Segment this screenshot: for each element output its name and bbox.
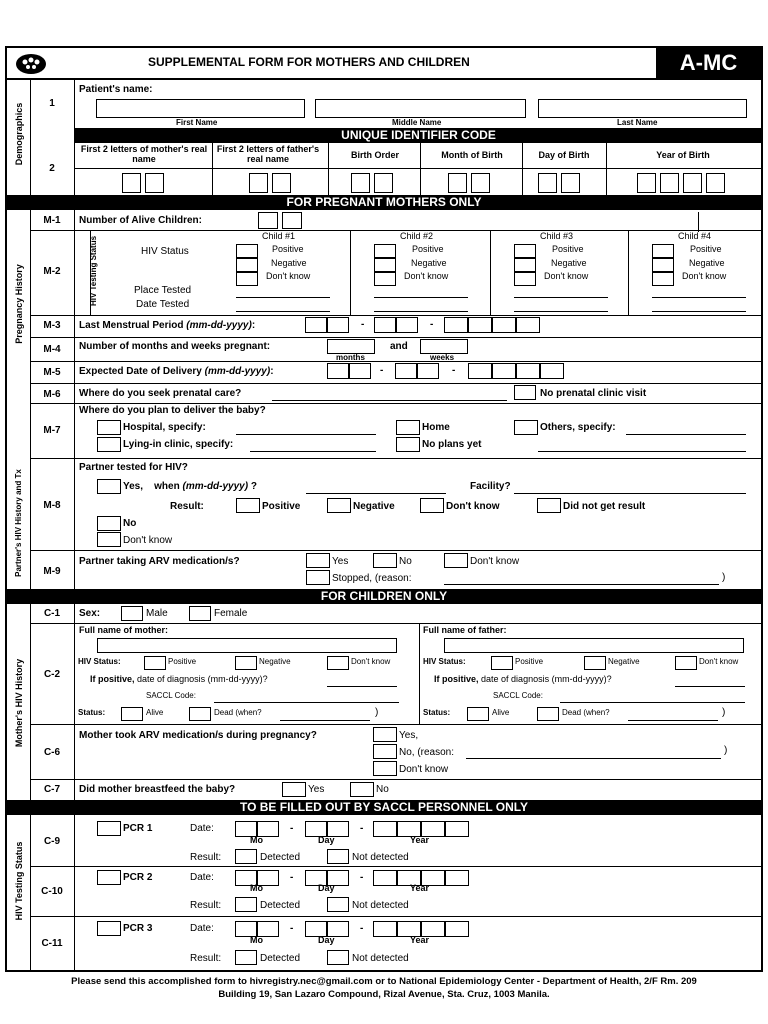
lmp-label: Last Menstrual Period (mm-dd-yyyy): [79,320,256,331]
middle-name-input[interactable] [315,99,526,118]
positive-label: Positive [515,657,544,666]
partner-tested-when-label: Yes, when (mm-dd-yyyy) ? [123,481,257,492]
partner-arv-dont-know-checkbox[interactable] [444,553,468,568]
row-code: M-2 [43,266,61,277]
uic-father-letter-1[interactable] [249,173,268,193]
female-label: Female [214,608,248,619]
positive-label: Positive [262,501,301,512]
pcr-1-not-detected-checkbox[interactable] [327,849,349,864]
uic-bar: UNIQUE IDENTIFIER CODE [74,128,763,143]
child-4-negative-checkbox[interactable] [652,258,674,272]
child-1-negative-checkbox[interactable] [236,258,258,272]
row-code: M-4 [43,344,61,355]
pcr-label: PCR 3 [123,923,153,934]
dash: - [361,319,365,330]
pcr-1-year-1[interactable] [373,821,397,837]
pcr-3-not-detected-checkbox[interactable] [327,950,349,965]
not-detected-label: Not detected [352,900,409,911]
pcr-3-detected-checkbox[interactable] [235,950,257,965]
months-input[interactable] [327,339,375,354]
status-label: Status: [78,708,106,717]
uic-birth-order-1[interactable] [351,173,370,193]
father-name-input[interactable] [444,638,744,653]
partner-positive-checkbox[interactable] [236,498,260,513]
hospital-label: Hospital, specify: [123,422,206,433]
negative-label: Negative [551,258,587,268]
mother-arv-yes-checkbox[interactable] [373,727,397,742]
day-caption: Day [318,883,335,893]
child-4-dont-know-checkbox[interactable] [652,272,674,286]
dash: - [380,365,384,376]
partner-no-result-checkbox[interactable] [537,498,561,513]
mother-alive-checkbox[interactable] [121,707,143,721]
footer-line-1: Please send this accomplished form to hivregistry.nec@gmail.com or to National Epidemiology Center - Department of Health, 2/F Rm. 209 [71,976,697,987]
dash: - [360,923,364,934]
date-label: Date: [190,872,214,883]
dash: - [430,319,434,330]
row-code: C-2 [43,669,61,680]
row-code: M-7 [43,425,61,436]
negative-label: Negative [259,657,291,666]
section-demographics: Demographics [14,102,24,166]
pcr-2-year-4[interactable] [445,870,469,886]
close-paren: ) [722,572,726,583]
row-code: M-3 [43,320,61,331]
result-label: Result: [190,953,222,964]
partner-arv-no-checkbox[interactable] [373,553,397,568]
uic-birth-order-header: Birth Order [350,150,399,160]
uic-day-header: Day of Birth [538,150,590,160]
lying-in-checkbox[interactable] [97,437,121,452]
breastfeed-label: Did mother breastfeed the baby? [79,784,236,795]
uic-year-1[interactable] [637,173,656,193]
dash: - [290,872,294,883]
section-pregnancy-history: Pregnancy History [14,264,24,344]
dont-know-label: Don't know [544,271,589,281]
year-caption: Year [410,835,430,845]
positive-label: Positive [412,244,444,254]
mother-name-input[interactable] [97,638,397,653]
uic-month-1[interactable] [448,173,467,193]
positive-label: Positive [272,244,304,254]
uic-mother-letter-2[interactable] [145,173,164,193]
pcr-1-year-4[interactable] [445,821,469,837]
partner-arv-yes-checkbox[interactable] [306,553,330,568]
home-label: Home [422,422,450,433]
mother-positive-checkbox[interactable] [144,656,166,670]
dont-know-label: Don't know [399,764,449,775]
mother-name-label: Full name of mother: [79,625,169,635]
no-label: No [376,784,389,795]
uic-year-3[interactable] [683,173,702,193]
no-reason-label: No, (reason: [399,747,455,758]
home-checkbox[interactable] [396,420,420,435]
detected-label: Detected [260,852,301,863]
row-number: 1 [49,98,55,109]
mother-arv-dont-know-checkbox[interactable] [373,761,397,776]
father-dead-checkbox[interactable] [537,707,559,721]
mother-negative-checkbox[interactable] [235,656,257,670]
lying-in-label: Lying-in clinic, specify: [123,439,234,450]
row-code: C-9 [43,836,61,847]
edd-day-2[interactable] [417,363,439,379]
date-label: Date: [190,923,214,934]
mother-dont-know-checkbox[interactable] [327,656,349,670]
yes-label: Yes [332,556,349,567]
lmp-year-2[interactable] [468,317,492,333]
place-tested-label: Place Tested [134,285,192,296]
edd-year-3[interactable] [516,363,540,379]
last-name-input[interactable] [538,99,747,118]
child-2-negative-checkbox[interactable] [374,258,396,272]
pcr-label: PCR 2 [123,872,153,883]
child-3-negative-checkbox[interactable] [514,258,536,272]
edd-year-1[interactable] [468,363,492,379]
alive-label: Alive [146,708,164,717]
result-label: Result: [190,852,222,863]
mo-caption: Mo [250,835,263,845]
dont-know-label: Don't know [404,271,449,281]
negative-label: Negative [271,258,307,268]
pcr-label: PCR 1 [123,823,153,834]
partner-arv-label: Partner taking ARV medication/s? [79,556,240,567]
child-3-positive-checkbox[interactable] [514,244,536,258]
pcr-2-not-detected-checkbox[interactable] [327,897,349,912]
children-bar: FOR CHILDREN ONLY [5,589,763,604]
father-positive-checkbox[interactable] [491,656,513,670]
mother-arv-no-checkbox[interactable] [373,744,397,759]
lmp-month-1[interactable] [305,317,327,333]
first-name-input[interactable] [96,99,305,118]
yes-label: Yes [308,784,325,795]
middle-name-caption: Middle Name [392,118,442,127]
edd-month-1[interactable] [327,363,349,379]
not-detected-label: Not detected [352,953,409,964]
dont-know-label: Don't know [446,501,500,512]
hiv-testing-side-label: HIV Testing Status [89,235,98,307]
alive-children-digit-1[interactable] [258,212,278,229]
positive-label: Positive [690,244,722,254]
lmp-year-4[interactable] [516,317,540,333]
mo-caption: Mo [250,935,263,945]
partner-tested-yes-checkbox[interactable] [97,479,121,494]
positive-label: Positive [168,657,197,666]
partner-tested-dont-know-checkbox[interactable] [97,532,121,547]
months-caption: months [336,353,365,362]
dont-know-label: Don't know [123,535,173,546]
row-number: 2 [49,163,55,174]
close-paren: ) [722,707,726,718]
no-prenatal-visit-label: No prenatal clinic visit [540,388,647,399]
year-caption: Year [410,935,430,945]
row-code: C-7 [43,784,61,795]
deliver-label: Where do you plan to deliver the baby? [79,405,266,416]
alive-children-digit-2[interactable] [282,212,302,229]
not-detected-label: Not detected [352,852,409,863]
result-label: Result: [190,900,222,911]
yes-label: Yes, [399,730,419,741]
mo-caption: Mo [250,883,263,893]
hiv-status-label: HIV Status [141,246,189,257]
lmp-day-1[interactable] [374,317,396,333]
day-caption: Day [318,835,335,845]
uic-year-2[interactable] [660,173,679,193]
uic-month-2[interactable] [471,173,490,193]
father-negative-checkbox[interactable] [584,656,606,670]
row-code: M-9 [43,566,61,577]
section-hiv-testing: HIV Testing Status [14,841,24,921]
edd-year-2[interactable] [492,363,516,379]
others-checkbox[interactable] [514,420,538,435]
close-paren: ) [724,745,728,756]
dash: - [290,823,294,834]
no-label: No [399,556,412,567]
row-code: M-5 [43,367,61,378]
section-partner-hiv: Partner's HIV History and Tx [14,469,23,577]
row-code: M-8 [43,500,61,511]
no-plans-label: No plans yet [422,439,482,450]
breastfeed-yes-checkbox[interactable] [282,782,306,797]
dash: - [452,365,456,376]
no-plans-checkbox[interactable] [396,437,420,452]
weeks-caption: weeks [430,353,455,362]
negative-label: Negative [608,657,640,666]
pregnant-bar: FOR PREGNANT MOTHERS ONLY [5,195,763,210]
dont-know-label: Don't know [470,556,520,567]
dont-know-label: Don't know [699,657,739,666]
alive-label: Alive [492,708,510,717]
negative-label: Negative [353,501,395,512]
negative-label: Negative [689,258,725,268]
uic-year-header: Year of Birth [656,150,710,160]
day-caption: Day [318,935,335,945]
row-code: M-1 [43,215,61,226]
partner-arv-stopped-checkbox[interactable] [306,570,330,585]
diagnosis-label: If positive, date of diagnosis (mm-dd-yyyy)? [90,674,268,684]
child-1-positive-checkbox[interactable] [236,244,258,258]
lmp-month-2[interactable] [327,317,349,333]
patient-name-label: Patient's name: [79,84,153,95]
form-title: SUPPLEMENTAL FORM FOR MOTHERS AND CHILDREN [148,55,470,69]
child-2-dont-know-checkbox[interactable] [374,272,396,286]
dead-label: Dead (when? [214,708,262,717]
lmp-day-2[interactable] [396,317,418,333]
section-mother-hiv: Mother's HIV History [14,658,24,748]
no-prenatal-visit-checkbox[interactable] [514,385,536,400]
and-label: and [390,341,408,352]
partner-dont-know-checkbox[interactable] [420,498,444,513]
dash: - [360,872,364,883]
pcr-1-detected-checkbox[interactable] [235,849,257,864]
dead-label: Dead (when? [562,708,610,717]
saccl-code-label: SACCL Code: [493,691,543,700]
detected-label: Detected [260,900,301,911]
stopped-label: Stopped, (reason: [332,573,412,584]
status-label: Status: [423,708,451,717]
dont-know-label: Don't know [682,271,727,281]
male-checkbox[interactable] [121,606,143,621]
uic-day-2[interactable] [561,173,580,193]
weeks-input[interactable] [420,339,468,354]
diagnosis-label: If positive, date of diagnosis (mm-dd-yyyy)? [434,674,612,684]
result-label: Result: [170,501,204,512]
pcr-3-year-4[interactable] [445,921,469,937]
pcr-2-year-1[interactable] [373,870,397,886]
prenatal-care-label: Where do you seek prenatal care? [79,388,242,399]
close-paren: ) [375,707,379,718]
form-code: A-MC [656,48,761,78]
child-3-dont-know-checkbox[interactable] [514,272,536,286]
negative-label: Negative [411,258,447,268]
pcr-2-checkbox[interactable] [97,870,121,885]
hospital-checkbox[interactable] [97,420,121,435]
mother-dead-checkbox[interactable] [189,707,211,721]
hiv-status-label: HIV Status: [78,657,121,666]
dash: - [360,823,364,834]
child-2-positive-checkbox[interactable] [374,244,396,258]
months-weeks-label: Number of months and weeks pregnant: [79,341,271,352]
facility-label: Facility? [470,481,511,492]
uic-mother-header: First 2 letters of mother's real name [80,144,208,164]
no-result-label: Did not get result [563,501,646,512]
edd-month-2[interactable] [349,363,371,379]
uic-father-header: First 2 letters of father's real name [216,144,320,164]
father-name-label: Full name of father: [423,625,507,635]
father-alive-checkbox[interactable] [467,707,489,721]
lmp-year-3[interactable] [492,317,516,333]
father-dont-know-checkbox[interactable] [675,656,697,670]
mother-arv-label: Mother took ARV medication/s during pregnancy? [79,730,317,741]
edd-label: Expected Date of Delivery (mm-dd-yyyy): [79,366,274,377]
pcr-1-checkbox[interactable] [97,821,121,836]
partner-tested-no-checkbox[interactable] [97,516,121,531]
saccl-code-label: SACCL Code: [146,691,196,700]
row-code: M-6 [43,389,61,400]
date-tested-label: Date Tested [136,299,190,310]
male-label: Male [146,608,168,619]
dont-know-label: Don't know [351,657,391,666]
uic-birth-order-2[interactable] [374,173,393,193]
sex-label: Sex: [79,608,101,619]
uic-day-1[interactable] [538,173,557,193]
row-code: C-11 [41,938,63,949]
dont-know-label: Don't know [266,271,311,281]
prenatal-care-input[interactable] [272,400,507,401]
no-label: No [123,518,137,529]
footer-line-2: Building 19, San Lazaro Compound, Rizal Avenue, Sta. Cruz, 1003 Manila. [218,989,550,1000]
female-checkbox[interactable] [189,606,211,621]
uic-year-4[interactable] [706,173,725,193]
child-4-positive-checkbox[interactable] [652,244,674,258]
child-4-label: Child #4 [678,231,712,241]
date-label: Date: [190,823,214,834]
child-1-label: Child #1 [262,231,296,241]
others-label: Others, specify: [540,422,616,433]
row-code: C-1 [43,608,61,619]
child-2-label: Child #2 [400,231,434,241]
seal-icon [14,52,48,76]
alive-children-label: Number of Alive Children: [79,215,202,226]
edd-day-1[interactable] [395,363,417,379]
partner-negative-checkbox[interactable] [327,498,351,513]
uic-mother-letter-1[interactable] [122,173,141,193]
lmp-year-1[interactable] [444,317,468,333]
child-3-label: Child #3 [540,231,574,241]
pcr-2-detected-checkbox[interactable] [235,897,257,912]
uic-month-header: Month of Birth [441,150,503,160]
edd-year-4[interactable] [540,363,564,379]
year-caption: Year [410,883,430,893]
dash: - [290,923,294,934]
child-1-dont-know-checkbox[interactable] [236,272,258,286]
pcr-3-checkbox[interactable] [97,921,121,936]
saccl-bar: TO BE FILLED OUT BY SACCL PERSONNEL ONLY [5,800,763,815]
positive-label: Positive [552,244,584,254]
pcr-3-year-1[interactable] [373,921,397,937]
partner-tested-label: Partner tested for HIV? [79,462,188,473]
first-name-caption: First Name [176,118,218,127]
last-name-caption: Last Name [617,118,658,127]
row-code: C-10 [41,886,63,897]
detected-label: Detected [260,953,301,964]
row-code: C-6 [43,747,61,758]
hiv-status-label: HIV Status: [423,657,466,666]
uic-father-letter-2[interactable] [272,173,291,193]
breastfeed-no-checkbox[interactable] [350,782,374,797]
